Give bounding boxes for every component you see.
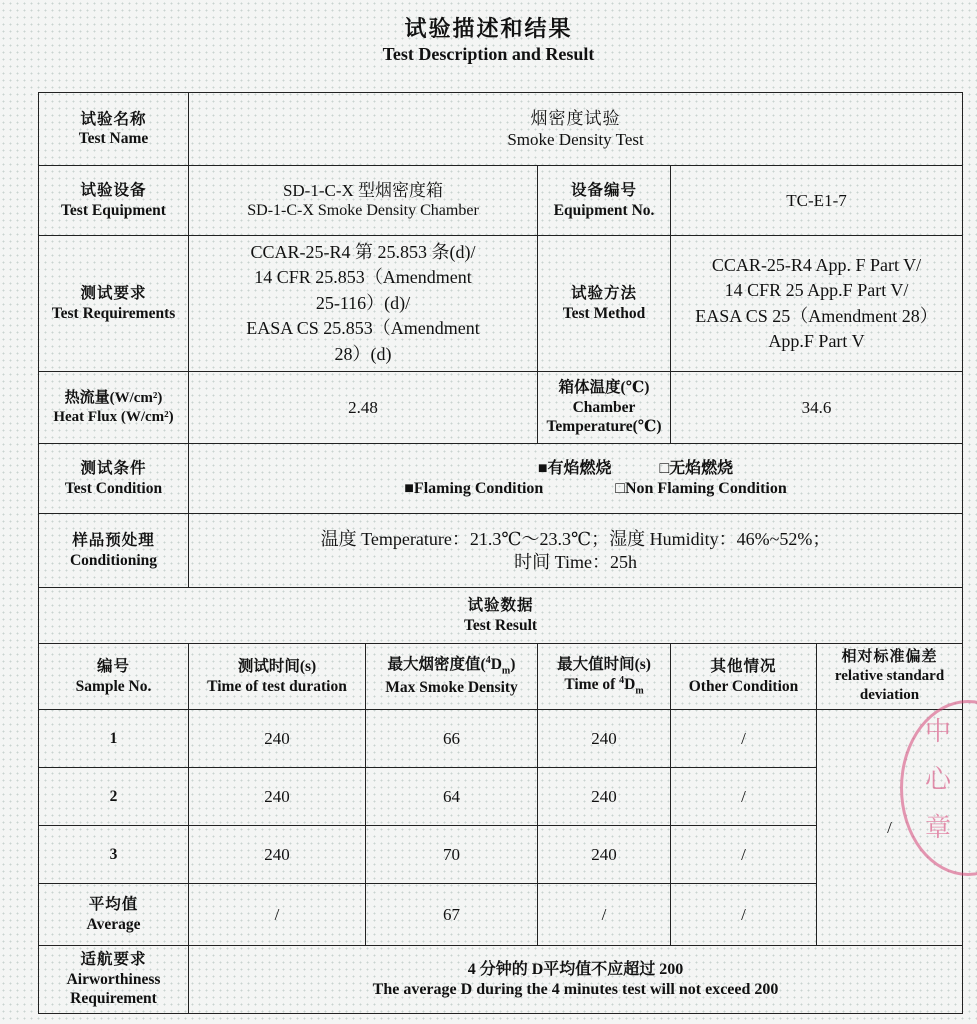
requirements-label: 测试要求 Test Requirements bbox=[39, 236, 189, 372]
other-cell: / bbox=[671, 768, 817, 826]
page-title-en: Test Description and Result bbox=[382, 44, 595, 64]
time-of-dm-header: 最大值时间(s) Time of $^4D_m$ bbox=[538, 644, 671, 710]
airworthiness-label: 适航要求 Airworthiness Requirement bbox=[39, 946, 189, 1014]
equipment-no-label: 设备编号 Equipment No. bbox=[538, 166, 671, 236]
test-result-table bbox=[38, 92, 963, 1014]
max-density-cell: 70 bbox=[366, 826, 538, 884]
official-seal-stamp: 中 心 章 bbox=[900, 700, 977, 876]
page-title-cn: 试验描述和结果 bbox=[404, 16, 573, 41]
equipment-value: SD-1-C-X 型烟密度箱 SD-1-C-X Smoke Density Chamber bbox=[189, 166, 538, 236]
average-duration-cell: / bbox=[189, 884, 366, 946]
average-time-cell: / bbox=[538, 884, 671, 946]
test-result-title: 试验数据 Test Result bbox=[39, 588, 963, 644]
chamber-temperature-label: 箱体温度(℃) Chamber Temperature(℃) bbox=[538, 372, 671, 444]
sample-no-cell: 3 bbox=[39, 826, 189, 884]
requirements-value: CCAR-25-R4 第 25.853 条(d)/ 14 CFR 25.853（Amendment 25-116）(d)/ EASA CS 25.853（Amendment 28）(d) bbox=[189, 236, 538, 372]
other-condition-header: 其他情况 Other Condition bbox=[671, 644, 817, 710]
time-cell: 240 bbox=[538, 826, 671, 884]
flaming-option-cn: ■有焰燃烧 bbox=[537, 459, 612, 477]
non-flaming-option-cn: □无焰燃烧 bbox=[659, 459, 734, 477]
test-method-value: CCAR-25-R4 App. F Part V/ 14 CFR 25 App.F Part V/ EASA CS 25（Amendment 28） App.F Part V bbox=[671, 236, 963, 372]
heat-flux-row bbox=[39, 372, 963, 444]
airworthiness-requirement-text: 4 分钟的 D平均值不应超过 200 The average D during the 4 minutes test will not exceed 200 bbox=[189, 946, 963, 1014]
chamber-temperature-value: 34.6 bbox=[671, 372, 963, 444]
test-condition-row bbox=[39, 444, 963, 514]
conditioning-label: 样品预处理 Conditioning bbox=[39, 514, 189, 588]
non-flaming-option-en: □Non Flaming Condition bbox=[615, 479, 787, 497]
test-name-row bbox=[39, 93, 963, 166]
heat-flux-label: 热流量(W/cm²) Heat Flux (W/cm²) bbox=[39, 372, 189, 444]
sample-no-cell: 2 bbox=[39, 768, 189, 826]
sample-no-cell: 1 bbox=[39, 710, 189, 768]
duration-cell: 240 bbox=[189, 768, 366, 826]
average-other-cell: / bbox=[671, 884, 817, 946]
test-name-value: 烟密度试验 Smoke Density Test bbox=[189, 93, 963, 166]
average-max-cell: 67 bbox=[366, 884, 538, 946]
max-density-cell: 66 bbox=[366, 710, 538, 768]
test-condition-value bbox=[189, 444, 963, 514]
table-row bbox=[39, 710, 963, 768]
test-name-label: 试验名称 Test Name bbox=[39, 93, 189, 166]
rsd-header: 相对标准偏差 relative standard deviation bbox=[817, 644, 963, 710]
duration-cell: 240 bbox=[189, 710, 366, 768]
conditioning-row bbox=[39, 514, 963, 588]
equipment-row bbox=[39, 166, 963, 236]
max-smoke-density-header: 最大烟密度值$(^4D_m)$ Max Smoke Density bbox=[366, 644, 538, 710]
airworthiness-row bbox=[39, 946, 963, 1014]
test-result-title-row bbox=[39, 588, 963, 644]
heat-flux-value: 2.48 bbox=[189, 372, 538, 444]
max-density-cell: 64 bbox=[366, 768, 538, 826]
equipment-no-value: TC-E1-7 bbox=[671, 166, 963, 236]
result-header-row bbox=[39, 644, 963, 710]
other-cell: / bbox=[671, 826, 817, 884]
average-label: 平均值 Average bbox=[39, 884, 189, 946]
rsd-value-cell: / bbox=[817, 710, 963, 946]
equipment-label: 试验设备 Test Equipment bbox=[39, 166, 189, 236]
other-cell: / bbox=[671, 710, 817, 768]
time-cell: 240 bbox=[538, 710, 671, 768]
flaming-option-en: ■Flaming Condition bbox=[404, 479, 544, 497]
duration-cell: 240 bbox=[189, 826, 366, 884]
conditioning-value: 温度 Temperature：21.3℃～23.3℃；湿度 Humidity：46%~52%； 时间 Time：25h bbox=[189, 514, 963, 588]
test-method-label: 试验方法 Test Method bbox=[538, 236, 671, 372]
requirements-row bbox=[39, 236, 963, 372]
test-condition-label: 测试条件 Test Condition bbox=[39, 444, 189, 514]
duration-header: 测试时间(s) Time of test duration bbox=[189, 644, 366, 710]
time-cell: 240 bbox=[538, 768, 671, 826]
sample-no-header: 编号 Sample No. bbox=[39, 644, 189, 710]
